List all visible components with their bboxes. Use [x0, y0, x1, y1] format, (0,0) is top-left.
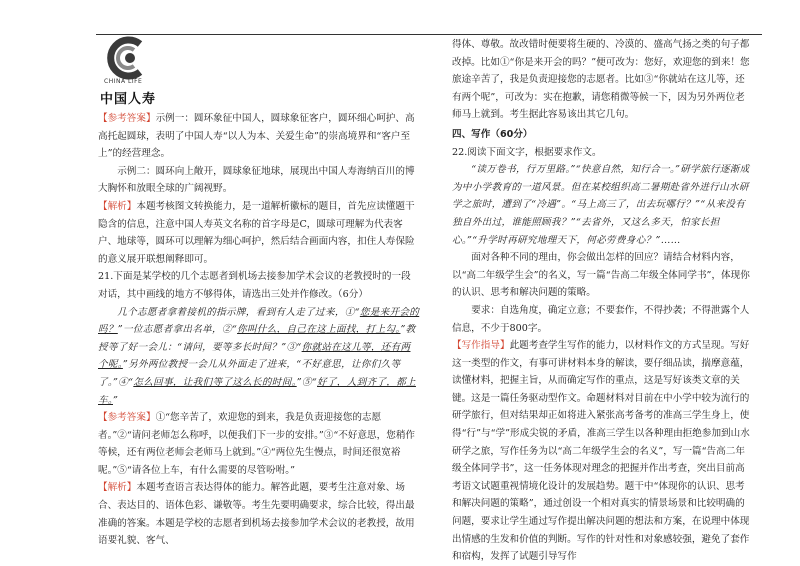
answer-tag: 【参考答案】	[98, 113, 156, 124]
right-column	[452, 0, 752, 566]
analysis-tag: 【解析】	[98, 200, 137, 212]
answer-1-example-2: 示例二：圆环向上敞开，圆球象征地球，展现出中国人寿海纳百川的博大胸怀和放眼全球的广阔视野。	[98, 165, 415, 195]
logo-english-name: CHINA LIFE	[104, 78, 143, 85]
question-22-passage: “读万卷书，行万里路。”“快意自然，知行合一。”研学旅行逐渐成为中小学教育的一道风景。但在某校组织高二暑期赴省外进行山水研学之旅时，遭到了“冷遇”。“马上高三了，出去玩哪行？”“从来没有独自外出过，谁能照顾我？”“去省外，又这么多天，怕家长担心。”“升学时再研究地理天下，何必劳费身心？”……	[452, 164, 750, 246]
answer-1-text: 示例一：圆环象征中国人，圆球象征客户，圆环细心呵护、高高托起圆球，表明了中国人寿“以人为本、关爱生命”的崇高境界和“客户至上”的经营理念。	[98, 113, 415, 160]
analysis-tag: 【解析】	[98, 482, 137, 494]
question-22-prompt: 面对各种不同的理由，你会做出怎样的回应？请结合材料内容，以“高二年级学生会”的名义，写一篇“告高二年级全体同学书”，体现你的认识、思考和解决问题的策略。	[452, 252, 750, 299]
writing-guide-text: 此题考查学生写作的能力，以材料作文的方式呈现。写好这一类型的作文，有事可讲材料本身的解读，要仔细品读，揣摩意蕴，读懂材料，把握主旨，从而确定写作的重点，这是写好该类文章的关键。这是一篇任务驱动型作文。命题材料对目前在中小学中较为流行的研学旅行，但对结果却正如将进入紧张高考备考的准高三学生身上，使得“行”与“学”形成尖锐的矛盾，准高三学生以各种理由拒绝参加到山水研学之旅，写作任务为以“高二年级学生会的名义”，写一篇“告高二年级全体同学书”，这一任务体现对理念的把握并作出考查，突出目前高考语文试题重视情境化设计的发展趋势。题干中“体现你的认识、思考和解决问题的策略”，通过创设一个相对真实的情景场景和比较明确的问题，要求让学生通过写作提出解决问题的想法和方案，在说理中体现出情感的生发和价值的判断。写作的针对性和对象感较强，避免了套作和宿构，发挥了试题引导写作	[452, 340, 750, 563]
question-22-requirements: 要求：自选角度，确定立意；不要套作，不得抄袭；不得泄露个人信息，不少于800字。	[452, 304, 750, 334]
underline-2: 你叫什么，自己在这上面找，打上勾。	[237, 324, 401, 336]
question-22: 22.阅读下面文字，根据要求作文。	[452, 146, 602, 158]
underline-4: 怎么回事，让我们等了这么长的时间。	[133, 376, 297, 388]
analysis-2	[98, 479, 420, 549]
analysis-2-continued: 得体、尊敬。故改错时便要将生硬的、冷漠的、盛高气扬之类的句子都改掉。比如①“你是来开会的吗？”便可改为：您好，欢迎您的到来！您旅途辛苦了，我是负责迎接您的志愿者。比如③“你就站在这儿等，还有两个呢”，可改为：实在抱歉，请您稍微等候一下，因为另外两位老师马上就到。考生据此容易该出其它几句。	[452, 39, 750, 121]
answer-tag: 【参考答案】	[98, 412, 156, 424]
answer-1	[98, 110, 420, 163]
writing-guide	[452, 337, 752, 566]
question-21-passage: 几个志愿者拿着接机的指示牌，看到有人走了过来，①“您是来开会的吗？”一位志愿者拿出名单，②“你叫什么，自己在这上面找，打上勾。”教授等了好一会儿：“请问，要等多长时间？”③“你就站在这儿等，还有两个呢。”另外两位教授一会儿从外面走了进来，“不好意思，让你们久等了。”④“怎么回事，让我们等了这么长的时间。”⑤“好了，人到齐了，都上车。”	[98, 306, 420, 406]
underline-5: 好了，人到齐了，都上车。	[98, 376, 416, 406]
analysis-1-text: 本题考核图文转换能力，是一道解析徽标的题目，首先应读懂题干隐含的信息，注意中国人寿英文名称的首字母是C，圆球可理解为代表客户、地球等，圆环可以理解为细心呵护，然后结合画面内容，扣住人寿保险的意义展开联想阐释即可。	[98, 200, 415, 265]
underline-3: 你就站在这儿等，还有两个呢。	[98, 341, 411, 371]
section-4-heading: 四、写作（60分）	[452, 128, 533, 140]
analysis-2-text: 本题考查语言表达得体的能力。解答此题，要考生注意对象、场合、表达目的、语体色彩、谦敬等。考生先要明确要求，综合比较，得出最准确的答案。本题是学校的志愿者到机场去接参加学术会议的老教授，故用语要礼貌、客气、	[98, 482, 415, 547]
left-column	[98, 0, 420, 550]
writing-guide-tag: 【写作指导】	[452, 340, 510, 352]
underline-1: 您是来开会的吗？	[98, 306, 420, 336]
analysis-1	[98, 198, 420, 268]
answer-2-text: ①“您辛苦了，欢迎您的到来，我是负责迎接您的志愿者。”②“请问老师怎么称呼，以便我们下一步的安排。”③“不好意思，您稍作等候，还有两位老师会老师马上就到。”④“两位先生慢点，时间还很宽裕呢。”⑤“请各位上车，有什么需要的尽管吩咐。”	[98, 412, 416, 476]
logo-chinese-name: 中国人寿	[100, 92, 157, 107]
question-21: 21.下面是某学校的几个志愿者到机场去接参加学术会议的老教授时的一段对话，其中画线的地方不够得体，请选出三处并作修改。（6分）	[98, 271, 411, 300]
answer-2	[98, 409, 420, 479]
